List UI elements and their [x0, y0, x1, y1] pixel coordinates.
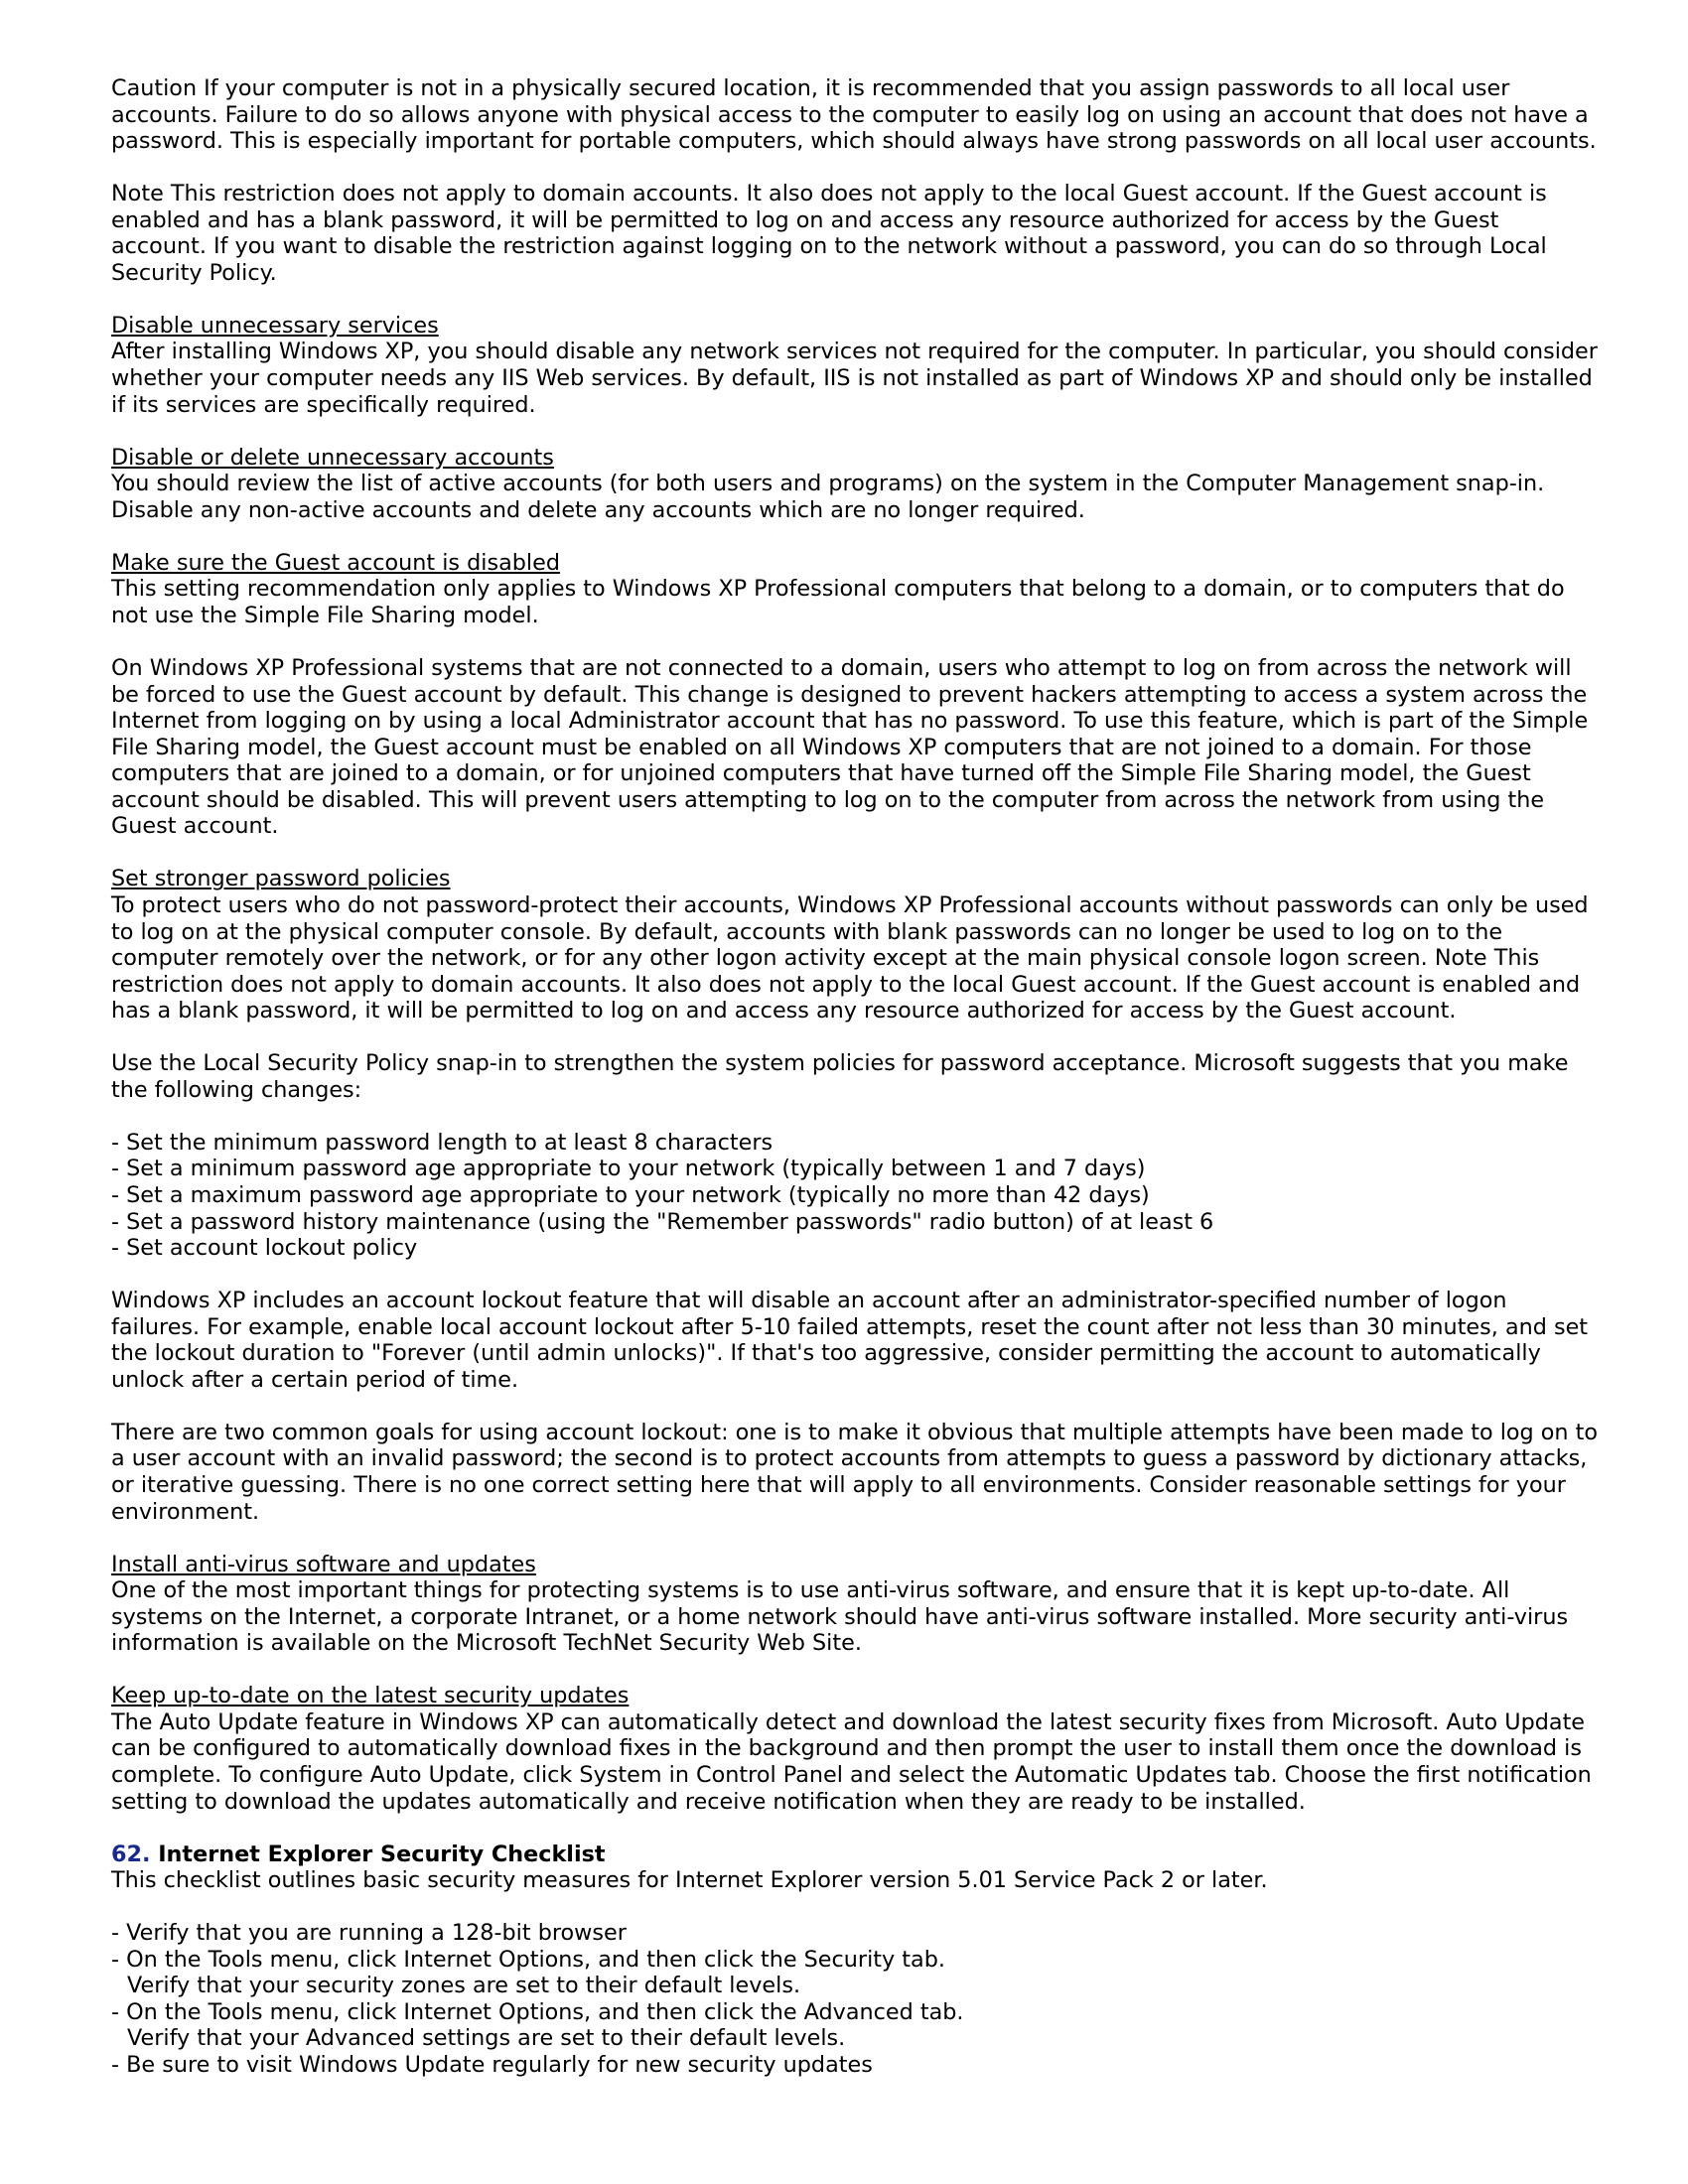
document-page [111, 75, 1601, 2079]
list-item: - On the Tools menu, click Internet Options, and then click the Security tab. [111, 1946, 945, 1973]
list-item: - On the Tools menu, click Internet Options, and then click the Advanced tab. [111, 1998, 964, 2025]
password-paragraph-1: To protect users who do not password-protect their accounts, Windows XP Professional accounts without passwords can only be used to log on at the physical computer console. By default, accounts with blank passwords can no longer be used to log on to the computer remotely over the network, or for any other logon activity except at the main physical console logon screen. Note This restriction does not apply to domain accounts. It also does not apply to the local Guest account. If the Guest account is enabled and has a blank password, it will be permitted to log on and access any resource authorized for access by the Guest account. [111, 891, 1589, 1024]
list-item: - Set a maximum password age appropriate to your network (typically no more than 42 days) [111, 1181, 1150, 1208]
lockout-goals-paragraph: There are two common goals for using account lockout: one is to make it obvious that multiple attempts have been made to log on to a user account with an invalid password; the second is to protect accounts from attempts to guess a password by dictionary attacks, or iterative guessing. There is no one correct setting here that will apply to all environments. Consider reasonable settings for your environment. [111, 1419, 1599, 1525]
caution-paragraph: Caution If your computer is not in a physically secured location, it is recommended that you assign passwords to all local user accounts. Failure to do so allows anyone with physical access to the computer to easily log on using an account that does not have a password. This is especially important for portable computers, which should always have strong passwords on all local user accounts. [111, 75, 1597, 155]
section-intro: This checklist outlines basic security measures for Internet Explorer version 5.01 Service Pack 2 or later. [111, 1867, 1268, 1894]
list-item: - Set a minimum password age appropriate to your network (typically between 1 and 7 days) [111, 1156, 1146, 1182]
section-title-text: Internet Explorer Security Checklist [158, 1841, 606, 1867]
list-item: - Set account lockout policy [111, 1235, 418, 1262]
guest-paragraph-2: On Windows XP Professional systems that are not connected to a domain, users who attempt to log on from across the network will be forced to use the Guest account by default. This change is designed to prevent hackers attempting to access a system across the Internet from logging on by using a local Administrator account that has no password. To use this feature, which is part of the Simple File Sharing model, the Guest account must be enabled on all Windows XP computers that are not joined to a domain. For those computers that are joined to a domain, or for unjoined computers that have turned off the Simple File Sharing model, the Guest account should be disabled. This will prevent users attempting to log on to the computer from across the network from using the Guest account. [111, 655, 1589, 840]
heading-disable-accounts: Disable or delete unnecessary accounts [111, 444, 554, 471]
password-paragraph-2: Use the Local Security Policy snap-in to strengthen the system policies for password acceptance. Microsoft suggests that you make the following changes: [111, 1050, 1569, 1103]
list-item: - Set a password history maintenance (using the "Remember passwords" radio button) of at least 6 [111, 1208, 1214, 1235]
heading-guest-account: Make sure the Guest account is disabled [111, 549, 560, 576]
antivirus-paragraph: One of the most important things for protecting systems is to use anti-virus software, and ensure that it is kept up-to-date. All systems on the Internet, a corporate Intranet, or a home network should have anti-virus software installed. More security anti-virus information is available on the Microsoft TechNet Security Web Site. [111, 1577, 1569, 1657]
updates-paragraph: The Auto Update feature in Windows XP can automatically detect and download the latest security fixes from Microsoft. Auto Update can be configured to automatically download fixes in the background and then prompt the user to install them once the download is complete. To configure Auto Update, click System in Control Panel and select the Automatic Updates tab. Choose the first notification setting to download the updates automatically and receive notification when they are ready to be installed. [111, 1708, 1592, 1815]
section-title [111, 1842, 1601, 1868]
note-paragraph: Note This restriction does not apply to domain accounts. It also does not apply to the local Guest account. If the Guest account is enabled and has a blank password, it will be permitted to log on and access any resource authorized for access by the Guest account. If you want to disable the restriction against logging on to the network without a password, you can do so through Local Security Policy. [111, 181, 1547, 286]
list-item: - Be sure to visit Windows Update regularly for new security updates [111, 2052, 873, 2079]
heading-security-updates: Keep up-to-date on the latest security updates [111, 1683, 630, 1709]
heading-disable-services: Disable unnecessary services [111, 312, 439, 339]
list-item: - Verify that you are running a 128-bit browser [111, 1920, 627, 1947]
guest-paragraph-1: This setting recommendation only applies to Windows XP Professional computers that belong to a domain, or to computers that do not use the Simple File Sharing model. [111, 576, 1565, 628]
heading-antivirus: Install anti-virus software and updates [111, 1551, 536, 1577]
section-number: 62. [111, 1841, 151, 1867]
list-item: - Set the minimum password length to at least 8 characters [111, 1129, 774, 1156]
lockout-paragraph: Windows XP includes an account lockout feature that will disable an account after an administrator-specified number of logon failures. For example, enable local account lockout after 5-10 failed attempts, reset the count after not less than 30 minutes, and set the lockout duration to "Forever (until admin unlocks)". If that's too aggressive, consider permitting the account to automatically unlock after a certain period of time. [111, 1288, 1589, 1393]
list-item-continuation: Verify that your security zones are set to their default levels. [127, 1973, 801, 1999]
services-paragraph: After installing Windows XP, you should disable any network services not required for the computer. In particular, you should consider whether your computer needs any IIS Web services. By default, IIS is not installed as part of Windows XP and should only be installed if its services are specifically required. [111, 339, 1598, 418]
accounts-paragraph: You should review the list of active accounts (for both users and programs) on the system in the Computer Management snap-in. Disable any non-active accounts and delete any accounts which are no longer required. [111, 471, 1545, 523]
heading-password-policies: Set stronger password policies [111, 866, 451, 892]
list-item-continuation: Verify that your Advanced settings are set to their default levels. [127, 2025, 846, 2052]
